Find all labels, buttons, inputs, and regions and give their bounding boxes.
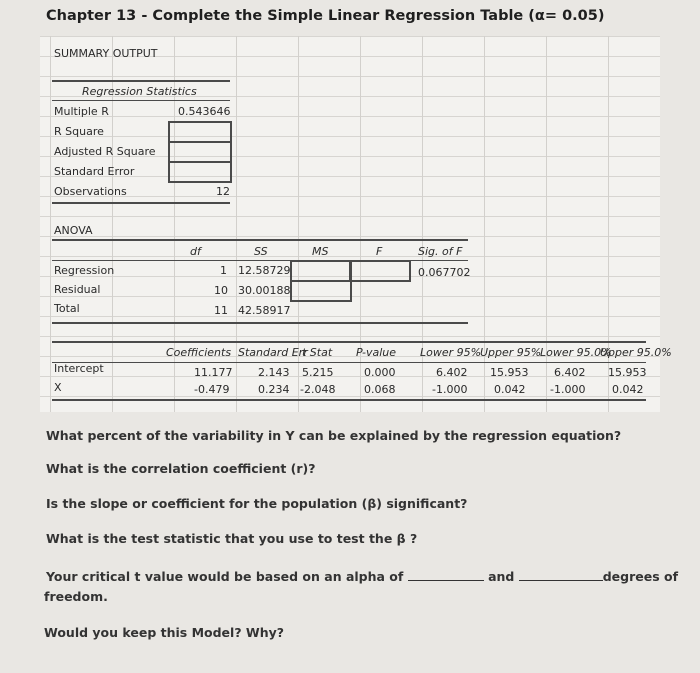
summary-output-label: SUMMARY OUTPUT — [54, 47, 158, 60]
anova-regression-df: 1 — [220, 264, 227, 277]
question-test-statistic: What is the test statistic that you use to test the β ? — [46, 531, 418, 546]
r-square-label: R Square — [54, 125, 104, 138]
x-lower-95: -1.000 — [432, 383, 468, 396]
anova-residual-df: 10 — [214, 284, 228, 297]
anova-total-ss: 42.58917 — [238, 304, 291, 317]
intercept-p-value: 0.000 — [364, 366, 396, 379]
critical-t-text-a: Your critical t value would be based on an alpha of — [46, 569, 404, 584]
coef-bottom-rule — [52, 399, 646, 401]
anova-regression-ss: 12.58729 — [238, 264, 291, 277]
coef-header-coefficients: Coefficients — [166, 346, 232, 359]
anova-total-label: Total — [54, 302, 80, 315]
x-standard-error: 0.234 — [258, 383, 290, 396]
coef-header-p-value: P-value — [356, 346, 397, 359]
anova-label: ANOVA — [54, 224, 93, 237]
ms-residual-answer-box — [290, 280, 352, 302]
anova-df-header: df — [190, 245, 201, 258]
intercept-t-stat: 5.215 — [302, 366, 334, 379]
question-keep-model: Would you keep this Model? Why? — [44, 625, 285, 640]
intercept-label: Intercept — [54, 362, 104, 375]
question-correlation: What is the correlation coefficient (r)? — [46, 461, 316, 476]
observations-value: 12 — [216, 185, 230, 198]
x-lower-95-0: -1.000 — [550, 383, 586, 396]
x-label: X — [54, 381, 62, 394]
critical-t-text-and: and — [488, 569, 515, 584]
regstats-top-rule — [52, 80, 230, 82]
observations-label: Observations — [54, 185, 127, 198]
x-upper-95: 0.042 — [494, 383, 526, 396]
question-critical-t — [46, 568, 678, 584]
multiple-r-label: Multiple R — [54, 105, 109, 118]
ms-regression-answer-box — [290, 260, 352, 282]
question-variability: What percent of the variability in Y can be explained by the regression equation? — [46, 428, 622, 443]
anova-f-header: F — [376, 245, 383, 258]
intercept-lower-95: 6.402 — [436, 366, 468, 379]
critical-t-text-c: freedom. — [44, 589, 108, 604]
standard-error-answer-box — [168, 161, 232, 183]
anova-sig-f-value: 0.067702 — [418, 266, 471, 279]
anova-residual-ss: 30.00188 — [238, 284, 291, 297]
anova-ss-header: SS — [254, 245, 268, 258]
intercept-standard-error: 2.143 — [258, 366, 290, 379]
question-slope-significance: Is the slope or coefficient for the population (β) significant? — [46, 496, 468, 511]
regstats-header-rule — [52, 100, 230, 101]
r-square-answer-box — [168, 121, 232, 143]
anova-residual-label: Residual — [54, 283, 101, 296]
x-coefficient: -0.479 — [194, 383, 230, 396]
coef-header-t-stat: t Stat — [302, 346, 333, 359]
coef-header-lower-95-0: Lower 95.0% — [540, 346, 612, 359]
anova-bottom-rule — [52, 322, 468, 324]
coef-header-lower-95: Lower 95% — [420, 346, 482, 359]
intercept-upper-95: 15.953 — [490, 366, 529, 379]
regstats-bottom-rule — [52, 202, 230, 204]
coef-top-rule — [52, 341, 646, 343]
x-p-value: 0.068 — [364, 383, 396, 396]
page-title: Chapter 13 - Complete the Simple Linear Regression Table (α= 0.05) — [46, 8, 605, 24]
coef-header-standard-error: Standard Err — [238, 346, 308, 359]
anova-total-df: 11 — [214, 304, 228, 317]
intercept-coefficient: 11.177 — [194, 366, 233, 379]
x-upper-95-0: 0.042 — [612, 383, 644, 396]
intercept-upper-95-0: 15.953 — [608, 366, 647, 379]
f-answer-box — [349, 260, 411, 282]
coef-header-rule — [52, 362, 646, 363]
anova-top-rule — [52, 239, 468, 241]
anova-regression-label: Regression — [54, 264, 115, 277]
anova-sig-f-header: Sig. of F — [418, 245, 463, 258]
adjusted-r-square-label: Adjusted R Square — [54, 145, 156, 158]
x-t-stat: -2.048 — [300, 383, 336, 396]
adjusted-r-square-answer-box — [168, 141, 232, 163]
alpha-answer-blank — [408, 568, 484, 581]
regression-statistics-header: Regression Statistics — [82, 85, 197, 98]
coef-header-upper-95: Upper 95% — [480, 346, 542, 359]
multiple-r-value: 0.543646 — [178, 105, 231, 118]
critical-t-text-b: degrees of — [602, 569, 679, 584]
df-answer-blank — [519, 568, 603, 581]
coef-header-upper-95-0: Upper 95.0% — [600, 346, 672, 359]
anova-ms-header: MS — [312, 245, 329, 258]
standard-error-label: Standard Error — [54, 165, 135, 178]
intercept-lower-95-0: 6.402 — [554, 366, 586, 379]
